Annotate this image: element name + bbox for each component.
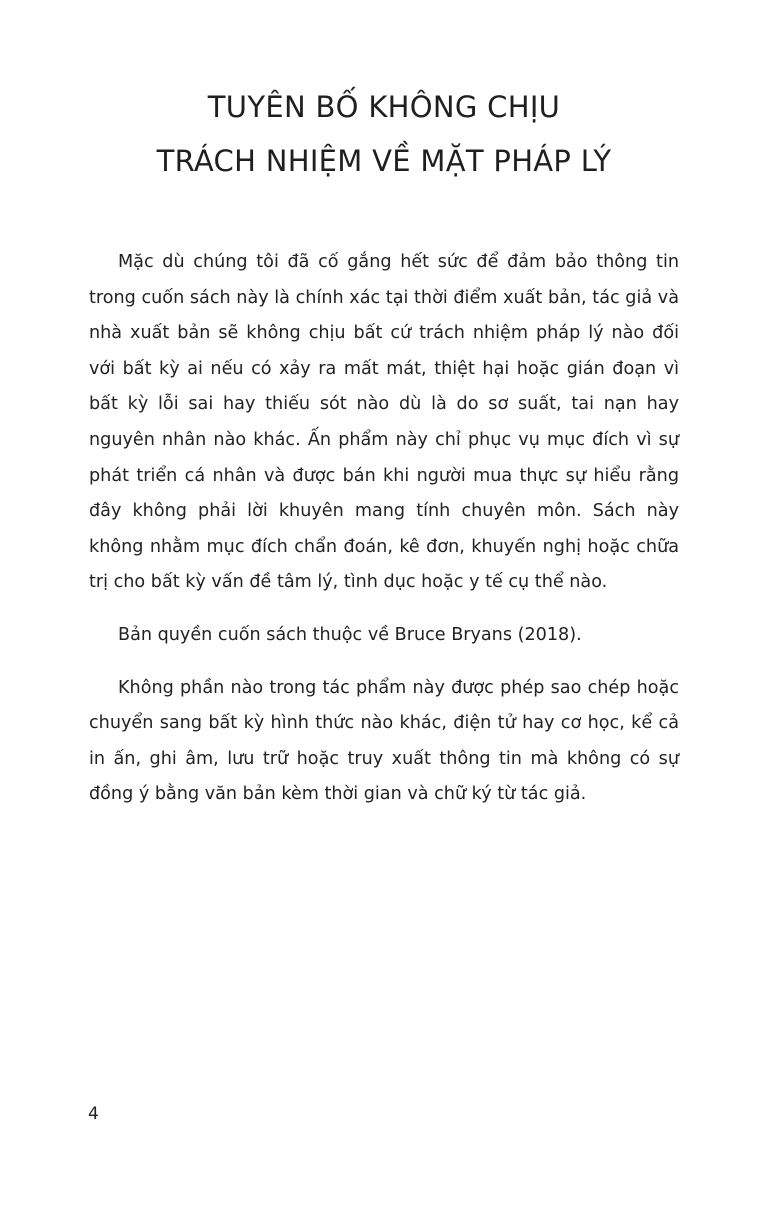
copyright-paragraph: Bản quyền cuốn sách thuộc về Bruce Bryans (2018). bbox=[118, 624, 582, 645]
body-text bbox=[89, 245, 679, 830]
page-number: 4 bbox=[88, 1104, 99, 1124]
reproduction-paragraph: Không phần nào trong tác phẩm này được phép sao chép hoặc chuyển sang bất kỳ hình thức nào khác, điện tử hay cơ học, kể cả in ấn, ghi âm, lưu trữ hoặc truy xuất thông tin mà không có sự đồng ý bằng văn bản kèm thời gian và chữ ký từ tác giả. bbox=[89, 677, 679, 805]
disclaimer-paragraph: Mặc dù chúng tôi đã cố gắng hết sức để đảm bảo thông tin trong cuốn sách này là chính xác tại thời điểm xuất bản, tác giả và nhà xuất bản sẽ không chịu bất cứ trách nhiệm pháp lý nào đối với bất kỳ ai nếu có xảy ra mất mát, thiệt hại hoặc gián đoạn vì bất kỳ lỗi sai hay thiếu sót nào dù là do sơ suất, tai nạn hay nguyên nhân nào khác. Ấn phẩm này chỉ phục vụ mục đích vì sự phát triển cá nhân và được bán khi người mua thực sự hiểu rằng đây không phải lời khuyên mang tính chuyên môn. Sách này không nhằm mục đích chẩn đoán, kê đơn, khuyến nghị hoặc chữa trị cho bất kỳ vấn đề tâm lý, tình dục hoặc y tế cụ thể nào. bbox=[89, 252, 679, 593]
title-line-2: TRÁCH NHIỆM VỀ MẶT PHÁP LÝ bbox=[156, 144, 612, 178]
page-title bbox=[60, 80, 708, 188]
title-line-1: TUYÊN BỐ KHÔNG CHỊU bbox=[207, 90, 561, 124]
